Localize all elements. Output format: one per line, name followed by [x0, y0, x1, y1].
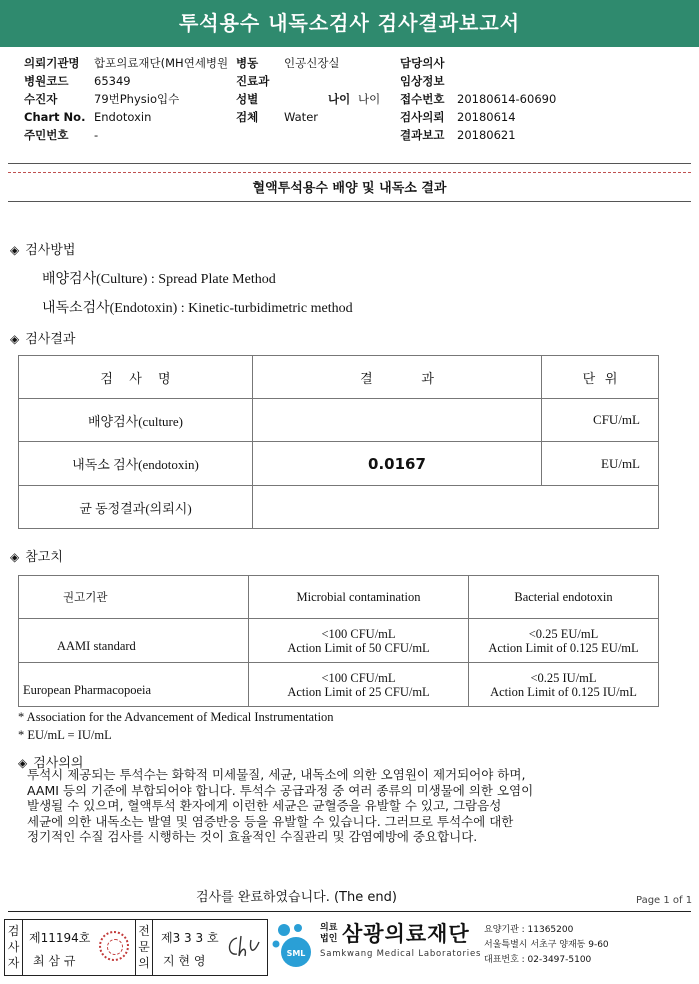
ref-endo: [469, 619, 659, 663]
ref-col-header: 권고기관: [19, 576, 249, 619]
header-key: 담당의사: [400, 56, 445, 70]
result-name: 내독소 검사(endotoxin): [19, 442, 253, 486]
ref-endo-line: <0.25 IU/mL: [530, 670, 597, 685]
result-heading-text: 검사결과: [25, 332, 76, 347]
ref-endo-line: Action Limit of 0.125 IU/mL: [490, 684, 637, 699]
header-row: [236, 110, 396, 125]
col-unit-header: 단 위: [542, 356, 659, 399]
header-value: -: [94, 128, 99, 142]
signer2-name: 지 현 영: [163, 954, 206, 968]
label-char: 문: [138, 940, 150, 954]
label-char: 자: [7, 956, 20, 970]
org-info-line: 대표번호 : 02-3497-5100: [484, 955, 592, 965]
org-prefix-line: 의료: [320, 923, 338, 933]
method-line: 내독소검사(Endotoxin) : Kinetic-turbidimetric method: [42, 301, 353, 316]
signer1-label: [5, 920, 23, 975]
ref-endo: [469, 663, 659, 707]
header-row: [24, 128, 274, 143]
result-name: 균 동정결과(의뢰시): [19, 486, 253, 529]
header-key: 수진자: [24, 92, 58, 106]
header-value: 20180614: [457, 110, 516, 124]
ref-endo-line: Action Limit of 0.125 EU/mL: [488, 640, 639, 655]
header-key: Chart No.: [24, 110, 86, 124]
label-char: 검: [7, 924, 20, 938]
result-value: 0.0167: [253, 442, 542, 486]
ref-micro: [249, 619, 469, 663]
result-heading: [10, 328, 75, 347]
org-info: [484, 923, 609, 968]
subtitle: 혈액투석용수 배양 및 내독소 결과: [252, 181, 447, 196]
result-value: [253, 399, 542, 442]
signer2-label: [135, 920, 153, 975]
opinion-line: 발생될 수 있으며, 혈액투석 환자에게 이런한 세균은 균혈증을 유발할 수 있고, 그람음성: [27, 798, 502, 813]
ref-micro-line: Action Limit of 50 CFU/mL: [287, 640, 430, 655]
ref-col-header: Bacterial endotoxin: [469, 576, 659, 619]
header-key: 임상정보: [400, 74, 445, 88]
signer2-number: 제3 3 3 호: [161, 931, 219, 945]
subtitle-divider: [8, 201, 691, 202]
header-key: 검체: [236, 110, 259, 124]
signature-icon: [223, 932, 263, 962]
ref-micro: [249, 663, 469, 707]
header-value: 20180621: [457, 128, 516, 142]
ref-org: European Pharmacopoeia: [19, 663, 249, 707]
header-key: 병원코드: [24, 74, 69, 88]
reference-note: * Association for the Advancement of Medical Instrumentation: [18, 710, 334, 724]
header-key: 주민번호: [24, 128, 69, 142]
header-right: [400, 56, 680, 143]
opinion-body: [27, 767, 687, 845]
result-unit: CFU/mL: [542, 399, 659, 442]
seal-icon: [99, 931, 129, 961]
method-heading-text: 검사방법: [25, 243, 76, 258]
ref-endo-line: <0.25 EU/mL: [528, 626, 599, 641]
signature-box: [4, 919, 268, 976]
header-key: 접수번호: [400, 92, 445, 106]
result-table: [18, 355, 659, 529]
ref-col-header: Microbial contamination: [249, 576, 469, 619]
method-line: 배양검사(Culture) : Spread Plate Method: [42, 272, 276, 287]
ref-micro-line: <100 CFU/mL: [321, 626, 396, 641]
header-row: [236, 92, 396, 107]
opinion-line: AAMI 등의 기준에 부합되어야 합니다. 투석수 공급과정 중 여러 종류의 미생물에 의한 오염이: [27, 782, 534, 798]
col-result-header: 결 과: [253, 356, 542, 399]
diamond-icon: ◈: [10, 550, 20, 564]
header-value: 79번Physio입수: [94, 92, 180, 106]
reference-heading: [10, 546, 63, 565]
header-key: 의뢰기관명: [24, 56, 80, 70]
ref-micro-line: Action Limit of 25 CFU/mL: [287, 684, 430, 699]
signer1-name: 최 삼 규: [33, 954, 76, 968]
opinion-line: 세균에 의한 내독소는 발열 및 염증반응 등을 유발할 수 있습니다. 그러므로 투석수에 대한: [27, 813, 514, 829]
page-number: Page 1 of 1: [636, 895, 693, 906]
reference-heading-text: 참고치: [25, 550, 63, 565]
footer-divider: [8, 911, 691, 912]
report-title: 투석용수 내독소검사 검사결과보고서: [0, 0, 699, 47]
ref-org: AAMI standard: [19, 619, 249, 663]
org-prefix: [320, 923, 337, 945]
header-row: [400, 110, 680, 125]
org-english-name: Samkwang Medical Laboratories: [320, 949, 482, 959]
header-key: 성별: [236, 92, 259, 106]
ref-micro-line: <100 CFU/mL: [321, 670, 396, 685]
opinion-line: 정기적인 수질 검사를 시행하는 것이 효율적인 수질관리 및 감염예방에 중요합니다.: [27, 829, 478, 844]
header-key: 병동: [236, 56, 259, 70]
label-char: 전: [138, 924, 150, 938]
age-value: 나이: [358, 92, 381, 106]
header-row: [236, 74, 396, 89]
header-key: 진료과: [236, 74, 270, 88]
header-value: 65349: [94, 74, 131, 88]
header-value: 20180614-60690: [457, 92, 557, 106]
result-name: 배양검사(culture): [19, 399, 253, 442]
org-prefix-line: 법인: [320, 934, 338, 944]
label-char: 의: [138, 956, 150, 970]
header-row: [400, 74, 680, 89]
result-unit: EU/mL: [542, 442, 659, 486]
logo-text: SML: [286, 949, 306, 958]
label-char: 사: [7, 940, 20, 954]
end-text: 검사를 완료하였습니다. (The end): [196, 890, 397, 905]
sml-logo-icon: [270, 920, 316, 970]
header-divider-dashed: [8, 172, 691, 173]
header-row: [400, 56, 680, 71]
header-value: Endotoxin: [94, 110, 152, 124]
reference-note: * EU/mL = IU/mL: [18, 728, 112, 742]
signer1-number: 제11194호: [29, 931, 91, 945]
opinion-line: 투석시 제공되는 투석수는 화학적 미세물질, 세균, 내독소에 의한 오염원이 제거되어야 하며,: [27, 767, 526, 782]
opinion-heading-text: 검사의의: [33, 756, 84, 771]
col-name-header: 검 사 명: [19, 356, 253, 399]
org-name: 삼광의료재단: [342, 922, 470, 946]
org-info-line: 서울특별시 서초구 양재동 9-60: [484, 940, 609, 950]
header-value: 합포의료재단(MH연세병원: [94, 56, 229, 70]
header-key: 검사의뢰: [400, 110, 445, 124]
header-mid: [236, 56, 396, 125]
diamond-icon: ◈: [18, 756, 28, 770]
result-value: [253, 486, 659, 529]
header-divider: [8, 163, 691, 164]
org-info-line: 요양기관 : 11365200: [484, 925, 574, 935]
diamond-icon: ◈: [10, 332, 20, 346]
method-heading: [10, 239, 75, 258]
header-key: 결과보고: [400, 128, 445, 142]
header-row: [400, 92, 680, 107]
age-label: 나이: [328, 92, 351, 106]
header-row: [236, 56, 396, 71]
header-value: Water: [284, 110, 318, 124]
reference-table: [18, 575, 659, 707]
diamond-icon: ◈: [10, 243, 20, 257]
header-value: 인공신장실: [284, 56, 340, 70]
header-row: [400, 128, 680, 143]
